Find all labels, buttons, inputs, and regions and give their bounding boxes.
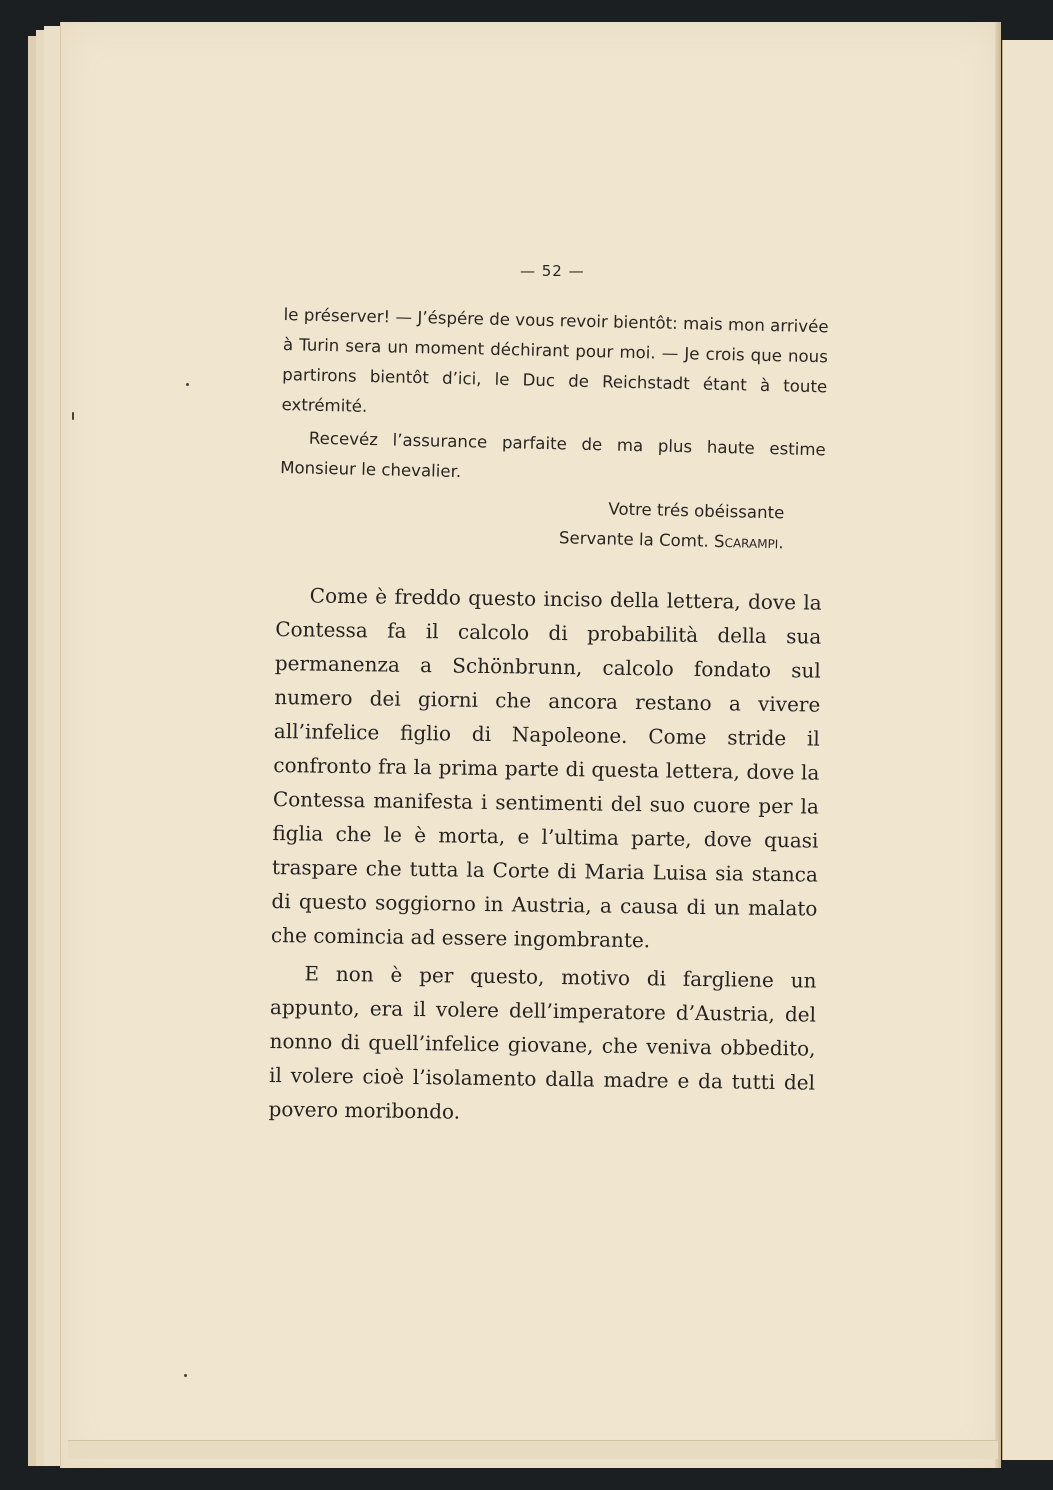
paper-mark xyxy=(72,412,74,420)
paper-speck xyxy=(186,383,189,386)
signature-name: Scarampi. xyxy=(713,531,784,553)
commentary-text xyxy=(268,578,822,1134)
facing-page-edge xyxy=(1002,40,1053,1460)
signature-prefix: Servante la Comt. xyxy=(558,528,709,551)
page-number: — 52 — xyxy=(520,262,585,280)
letter-closing-line: Votre trés obéissante xyxy=(608,499,785,523)
commentary-paragraph: E non è per questo, motivo di fargliene un appunto, era il volere dell’imperatore d’Austria, del nonno di quell’infelice giovane, che veniva obbedito, il volere cioè l’isolamento dalla madre e da tutti del povero moribondo. xyxy=(268,961,817,1124)
letter-paragraph: Recevéz l’assurance parfaite de ma plus haute estime Monsieur le chevalier. xyxy=(279,428,826,482)
quoted-letter xyxy=(278,300,828,559)
page-bottom-edge xyxy=(68,1440,998,1459)
letter-paragraph: le préserver! — J’éspére de vous revoir bientôt: mais mon arrivée à Turin sera un moment déchirant pour moi. — Je crois que nous partirons bientôt d’ici, le Duc de Reichstadt étant à toute extrémité. xyxy=(281,304,829,416)
page-gutter xyxy=(995,22,1001,1468)
letter-closing xyxy=(278,487,824,559)
commentary-paragraph: Come è freddo questo inciso della lettera, dove la Contessa fa il calcolo di probabilità della sua permanenza a Schönbrunn, calcolo fondato sul numero dei giorni che ancora restano a vivere all’infelice figlio di Napoleone. Come stride il confronto fra la prima parte di questa lettera, dove la Contessa manifesta i sentimenti del suo cuore per la figlia che le è morta, e l’ultima parte, dove quasi traspare che tutta la Corte di Maria Luisa sia stanca di questo soggiorno in Austria, a causa di un malato che comincia ad essere ingombrante. xyxy=(270,583,822,953)
paper-speck xyxy=(184,1374,187,1377)
